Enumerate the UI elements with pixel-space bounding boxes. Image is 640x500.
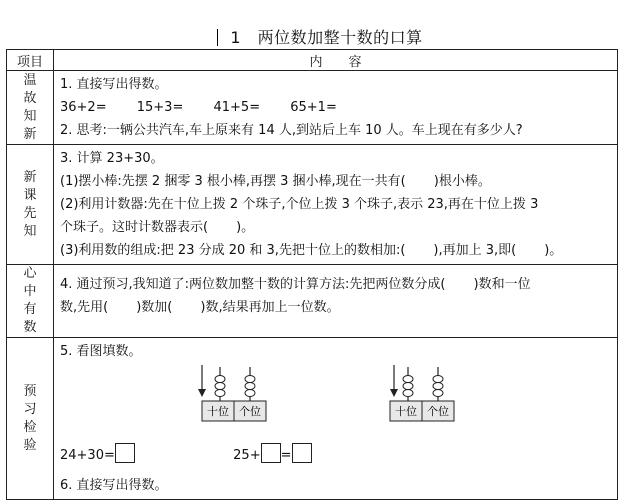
abacus-figures <box>60 363 611 443</box>
summary-content <box>54 265 618 338</box>
answer-box[interactable] <box>292 443 312 463</box>
ones-label: 个位 <box>239 405 261 418</box>
check-content <box>54 338 618 500</box>
answer-box[interactable] <box>115 443 135 463</box>
question-6: 6. 直接写出得数。 <box>60 478 168 493</box>
question-3-part-2-cont: 个珠子。这时计数器表示( )。 <box>60 220 255 235</box>
tens-label: 十位 <box>207 405 229 418</box>
abacus-figure-1 <box>192 363 312 435</box>
summary-label: 心 中 有 数 <box>7 265 54 338</box>
tens-label: 十位 <box>395 405 417 418</box>
review-row <box>7 71 618 145</box>
question-5: 5. 看图填数。 <box>60 344 142 359</box>
summary-row <box>7 265 618 338</box>
preview-row <box>7 145 618 265</box>
text-cursor <box>217 29 218 46</box>
answer-box[interactable] <box>261 443 281 463</box>
header-row <box>7 50 618 71</box>
question-1-items: 36+2= 15+3= 41+5= 65+1= <box>60 100 337 115</box>
question-5-equations: 24+30= 25+ = <box>60 443 611 468</box>
question-4-line-2: 数,先用( )数加( )数,结果再加上一位数。 <box>60 300 340 315</box>
review-content <box>54 71 618 145</box>
question-1: 1. 直接写出得数。 <box>60 77 168 92</box>
question-3-part-3: (3)利用数的组成:把 23 分成 20 和 3,先把十位上的数相加:( ),再加上 3,即( )。 <box>60 243 563 258</box>
review-label: 温 故 知 新 <box>7 71 54 145</box>
question-2: 2. 思考:一辆公共汽车,车上原来有 14 人,到站后上车 10 人。车上现在有多少人? <box>60 123 523 138</box>
question-3-part-2: (2)利用计数器:先在十位上拨 2 个珠子,个位上拨 3 个珠子,表示 23,再在十位上拨 3 <box>60 197 539 212</box>
header-content-cell: 内 容 <box>54 50 618 71</box>
abacus-figure-2 <box>380 363 500 435</box>
preview-content <box>54 145 618 265</box>
check-label: 预 习 检 验 <box>7 338 54 500</box>
ones-label: 个位 <box>427 405 449 418</box>
question-3: 3. 计算 23+30。 <box>60 151 164 166</box>
preview-label: 新 课 先 知 <box>7 145 54 265</box>
header-item-cell: 项目 <box>7 50 54 71</box>
question-3-part-1: (1)摆小棒:先摆 2 捆零 3 根小棒,再摆 3 捆小棒,现在一共有( )根小棒。 <box>60 174 491 189</box>
check-row <box>7 338 618 500</box>
worksheet-table <box>6 49 618 500</box>
page-title: 1 两位数加整十数的口算 <box>0 26 640 50</box>
question-4-line-1: 4. 通过预习,我知道了:两位数加整十数的计算方法:先把两位数分成( )数和一位 <box>60 277 531 292</box>
